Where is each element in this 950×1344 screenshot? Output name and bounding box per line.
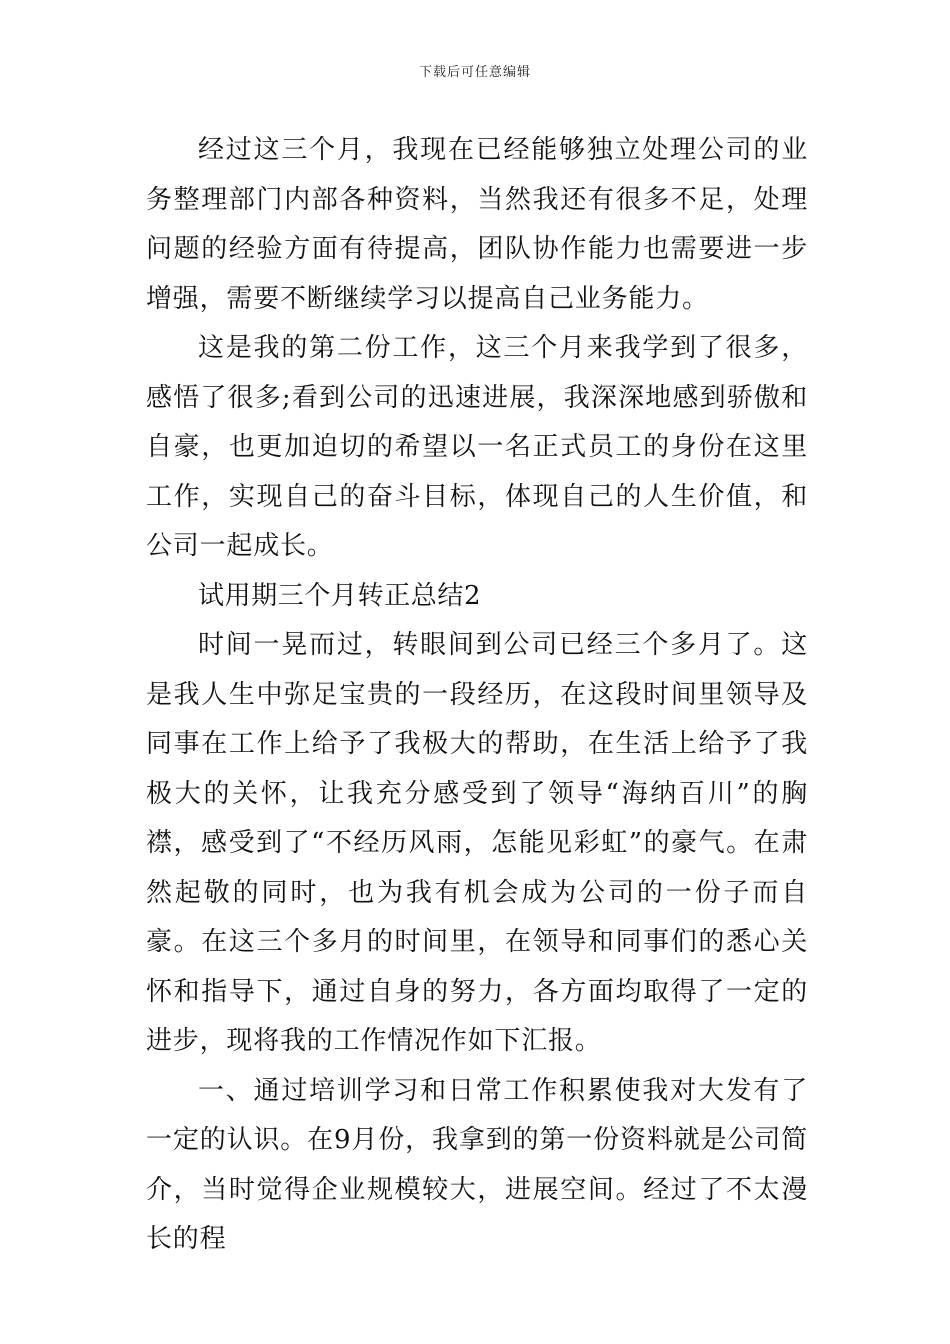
- paragraph-4: 一、通过培训学习和日常工作积累使我对大发有了一定的认识。在9月份，我拿到的第一份资料就是公司简介，当时觉得企业规模较大，进展空间。经过了不太漫长的程: [146, 1075, 808, 1254]
- document-body: [146, 126, 808, 1265]
- section-heading: 试用期三个月转正总结2: [198, 580, 482, 611]
- page-header-note: 下载后可任意编辑: [418, 65, 531, 80]
- paragraph-2: 这是我的第二份工作，这三个月来我学到了很多，感悟了很多;看到公司的迅速进展，我深深地感到骄傲和自豪，也更加迫切的希望以一名正式员工的身份在这里工作，实现自己的奋斗目标，体现自己的人生价值，和公司一起成长。: [146, 333, 808, 561]
- paragraph-3: 时间一晃而过，转眼间到公司已经三个多月了。这是我人生中弥足宝贵的一段经历，在这段时间里领导及同事在工作上给予了我极大的帮助，在生活上给予了我极大的关怀，让我充分感受到了领导“海纳百川”的胸襟，感受到了“不经历风雨，怎能见彩虹”的豪气。在肃然起敬的同时，也为我有机会成为公司的一份子而自豪。在这三个多月的时间里，在领导和同事们的悉心关怀和指导下，通过自身的努力，各方面均取得了一定的进步，现将我的工作情况作如下汇报。: [146, 630, 808, 1056]
- paragraph-1: 经过这三个月，我现在已经能够独立处理公司的业务整理部门内部各种资料，当然我还有很多不足，处理问题的经验方面有待提高，团队协作能力也需要进一步增强，需要不断继续学习以提高自己业务能力。: [146, 135, 808, 314]
